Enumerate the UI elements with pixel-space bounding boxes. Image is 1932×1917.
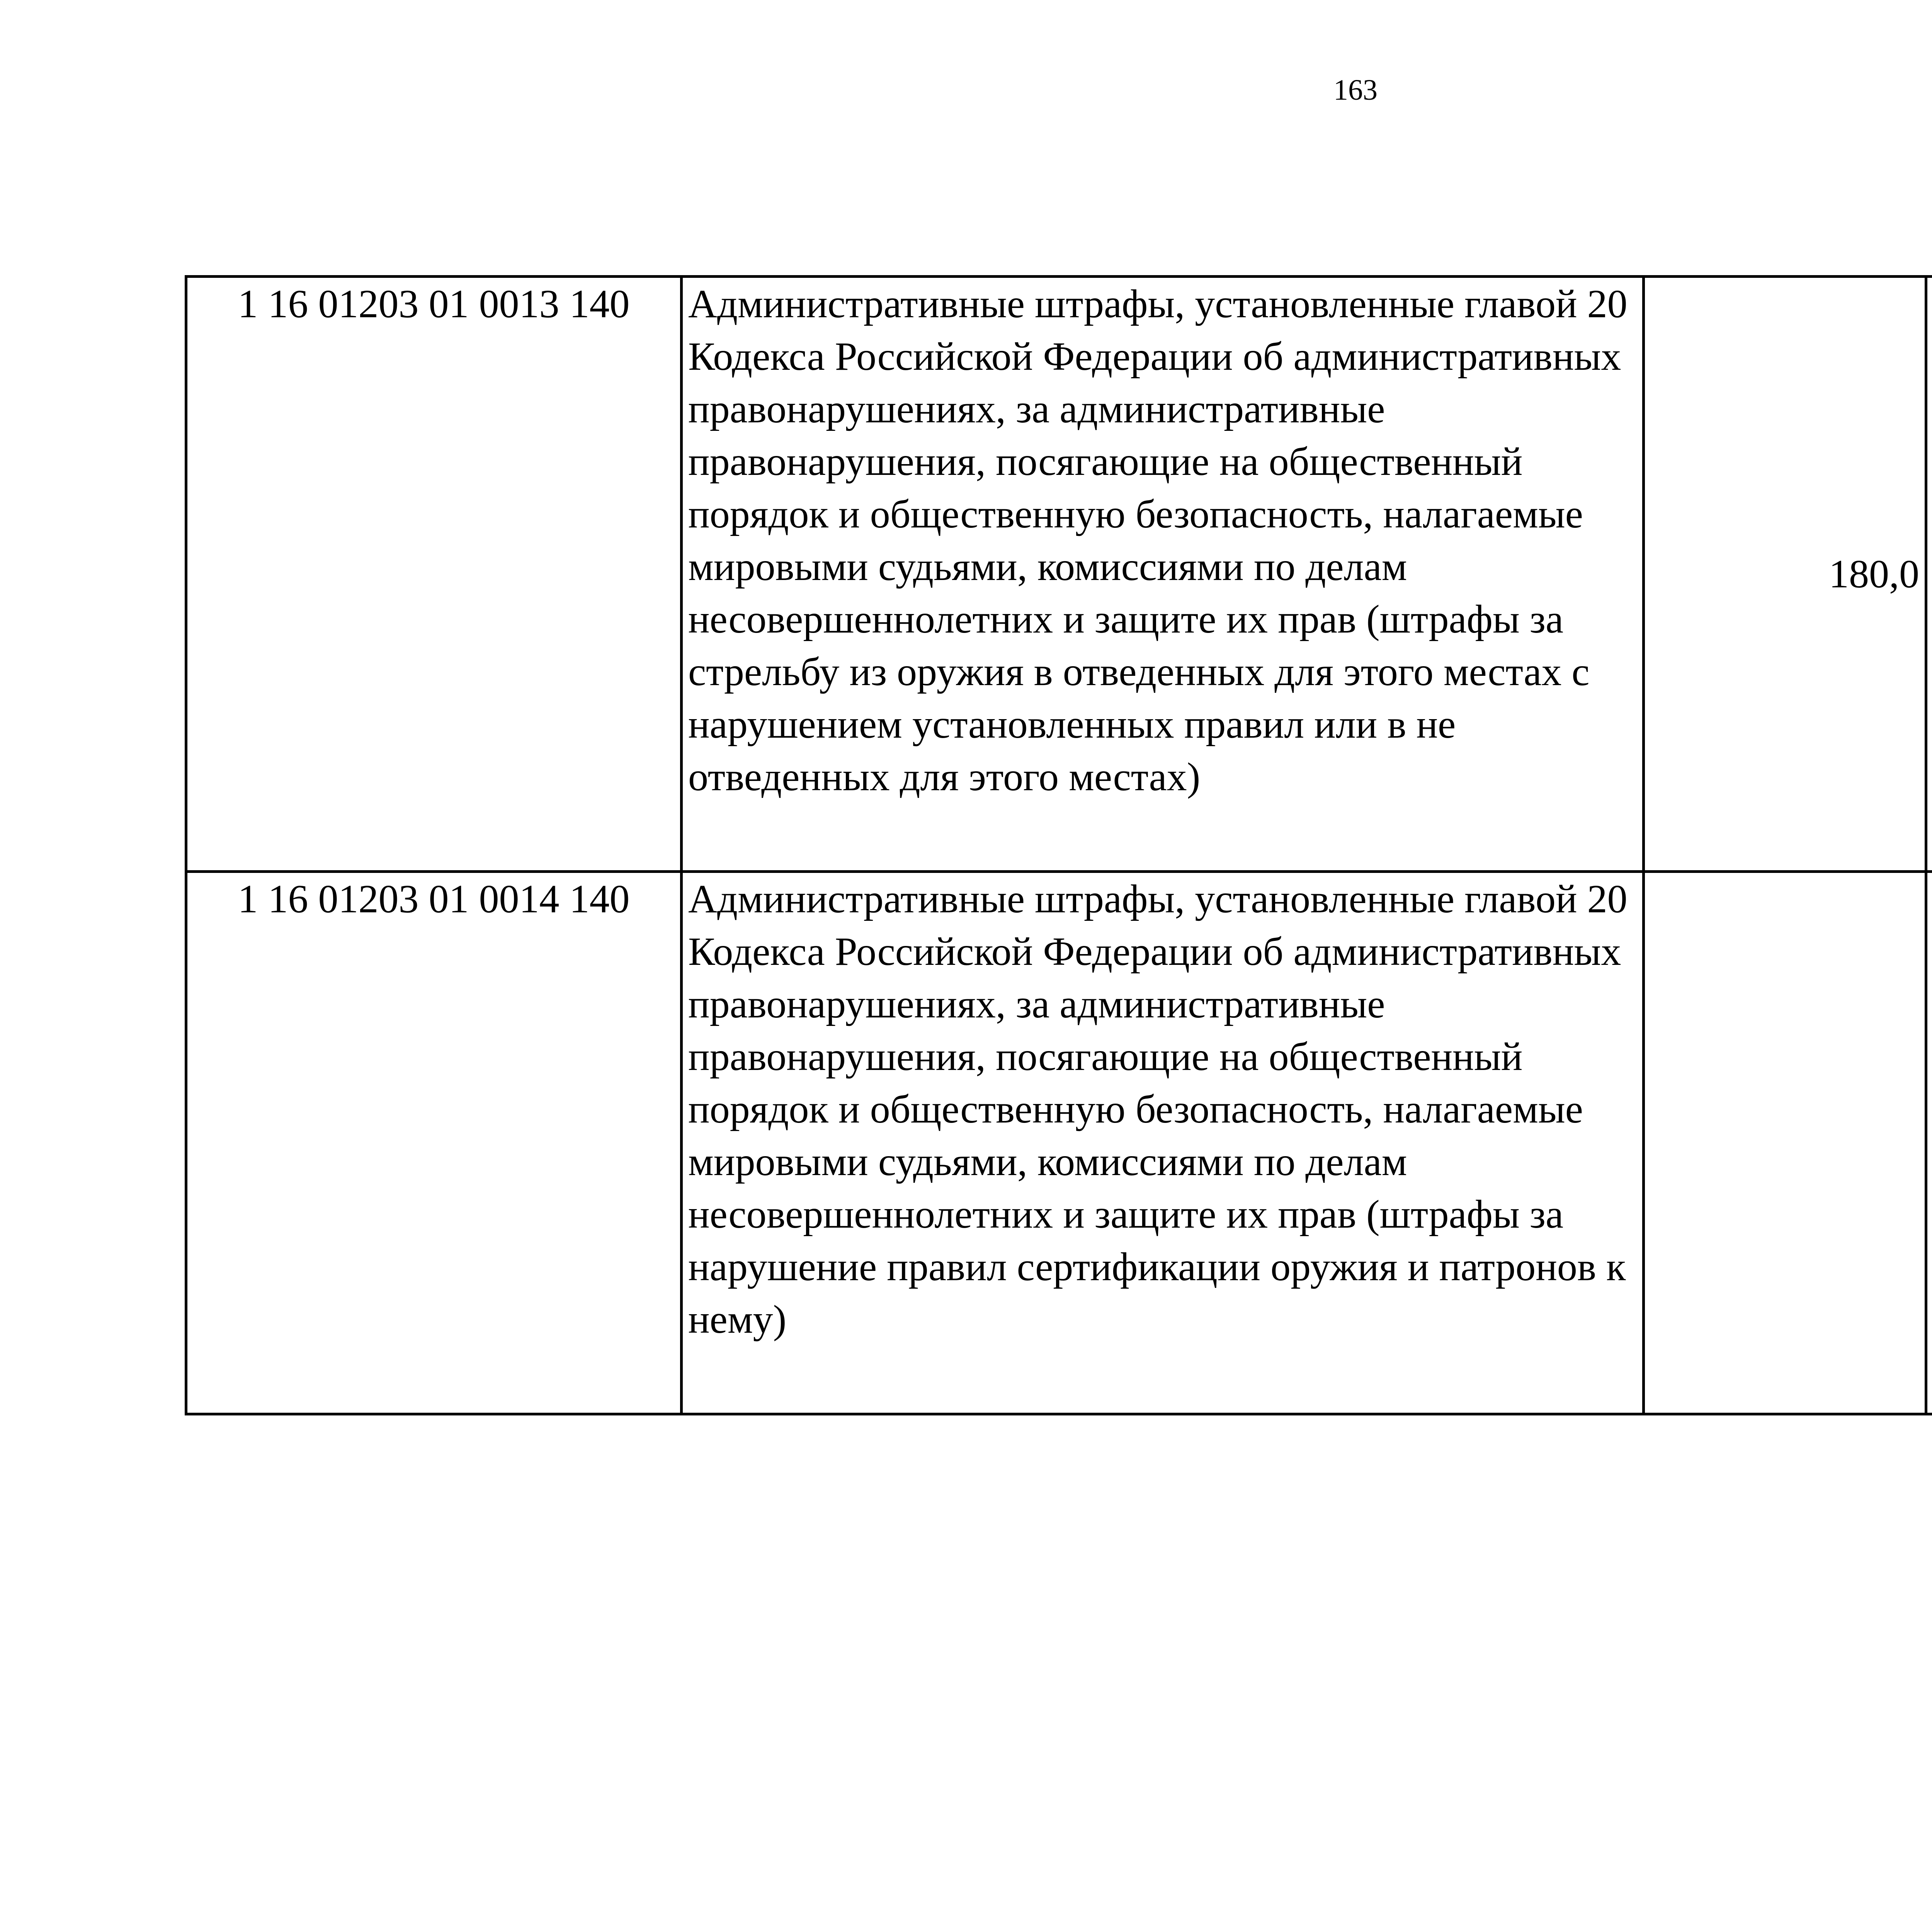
revenue-description: Административные штрафы, установленные главой 20 Кодекса Российской Федерации об административных правонарушениях, за административные правонарушения, посягающие на общественный порядок и общественную безопасность, налагаемые мировыми судьями, комиссиями по делам несовершеннолетних и защите их прав (штрафы за нарушение правил сертификации оружия и патронов к нему)	[682, 872, 1644, 1414]
budget-revenue-table	[185, 275, 1932, 1415]
table-row	[186, 277, 1932, 872]
budget-classification-code: 1 16 01203 01 0014 140	[186, 872, 682, 1414]
revenue-description: Административные штрафы, установленные главой 20 Кодекса Российской Федерации об административных правонарушениях, за административные правонарушения, посягающие на общественный порядок и общественную безопасность, налагаемые мировыми судьями, комиссиями по делам несовершеннолетних и защите их прав (штрафы за стрельбу из оружия в отведенных для этого местах с нарушением установленных правил или в не отведенных для этого местах)	[682, 277, 1644, 872]
amount-year-2	[1926, 277, 1932, 872]
page-number: 163	[1333, 74, 1378, 106]
budget-classification-code: 1 16 01203 01 0013 140	[186, 277, 682, 872]
amount-year-1	[1644, 872, 1926, 1414]
amount-year-1: 180,0	[1644, 277, 1926, 872]
table-row	[186, 872, 1932, 1414]
amount-year-2	[1926, 872, 1932, 1414]
